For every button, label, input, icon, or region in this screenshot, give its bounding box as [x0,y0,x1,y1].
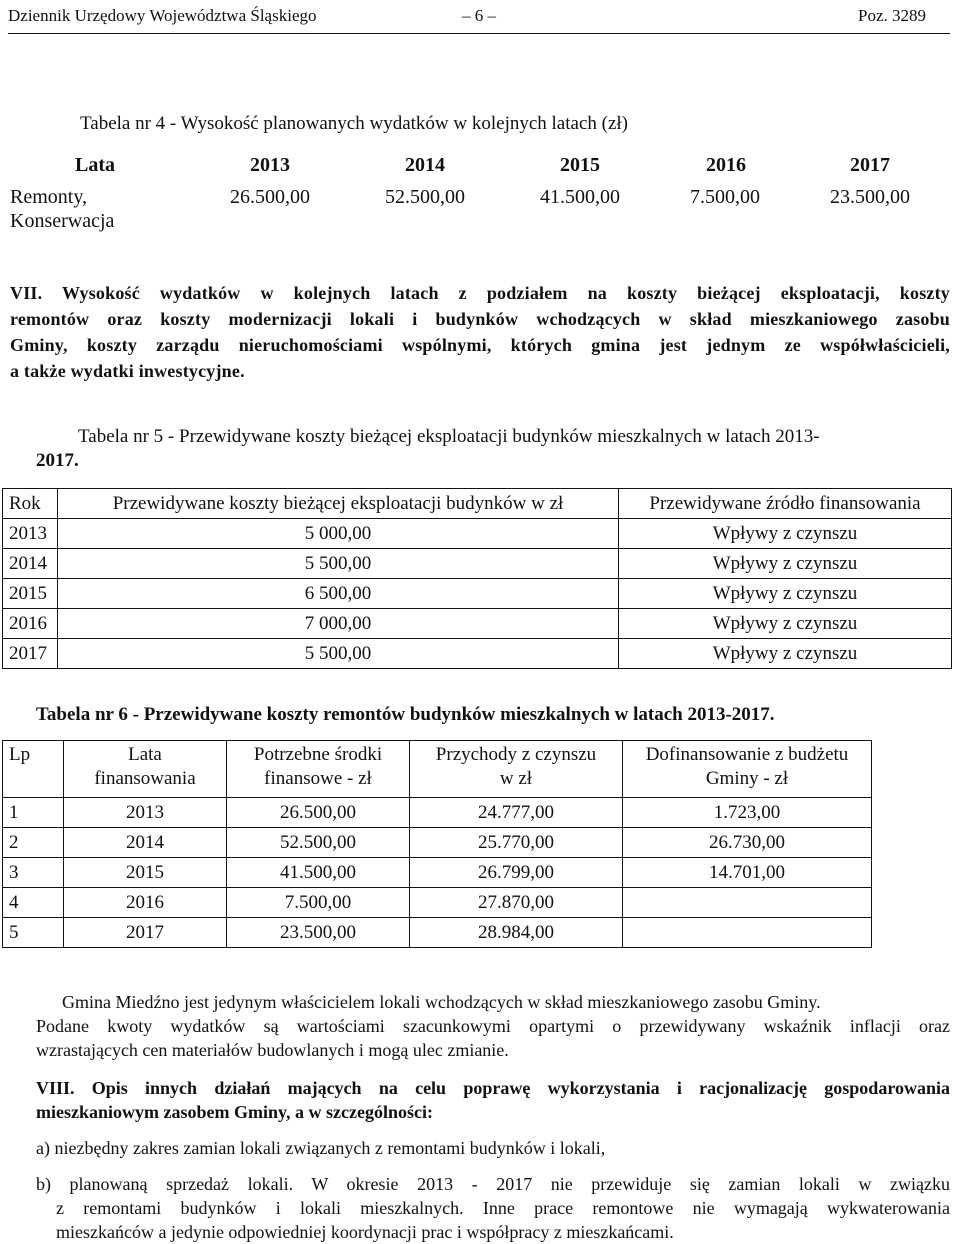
note-line: wzrastających cen materiałów budowlanych i mogą ulec zmianie. [36,1040,509,1060]
table5-caption: Tabela nr 5 - Przewidywane koszty bieżącej eksploatacji budynków mieszkalnych w latach 2013- [78,426,820,447]
cell-cost: 5 000,00 [58,519,619,549]
cell-source: Wpływy z czynszu [619,609,952,639]
column-header [623,741,872,798]
table4-value: 23.500,00 [830,186,910,208]
column-header: Przewidywane źródło finansowania [619,489,952,519]
cell-cost: 7 000,00 [58,609,619,639]
column-header [410,741,623,798]
table4-value: 52.500,00 [385,186,465,208]
list-item-b: z remontami budynków i lokali mieszkalnych. Inne prace remontowe nie wymagają wykwaterowania [56,1198,950,1218]
table4-row-label: Remonty, [10,186,88,208]
column-header-line: w zł [499,768,533,789]
note-line: Podane kwoty wydatków są wartościami szacunkowymi opartymi o przewidywany wskaźnik inflacji oraz [36,1016,950,1036]
cell-cost: 5 500,00 [58,639,619,669]
header-divider [8,33,950,34]
section7-line: VII. Wysokość wydatków w kolejnych latach z podziałem na koszty bieżącej eksploatacji, koszty [10,283,950,303]
cell-rent: 27.870,00 [410,888,623,918]
table4-value: 41.500,00 [540,186,620,208]
cell-cost: 5 500,00 [58,549,619,579]
table4-year: 2014 [405,154,445,176]
table-row [3,918,872,948]
table5-caption-end: 2017. [36,450,79,471]
table6 [2,740,872,948]
cell-subsidy: 14.701,00 [623,858,872,888]
cell-year: 2014 [64,828,227,858]
cell-lp: 1 [3,798,64,828]
column-header-line: Lata [128,744,162,765]
cell-subsidy: 1.723,00 [623,798,872,828]
column-header-line: finansowania [94,768,196,789]
cell-rent: 26.799,00 [410,858,623,888]
column-header-line: Lp [9,744,31,765]
cell-year: 2014 [3,549,58,579]
cell-year: 2015 [3,579,58,609]
list-item-b: b) planowaną sprzedaż lokali. W okresie 2013 - 2017 nie przewiduje się zamian lokali w związku [36,1174,950,1194]
cell-lp: 5 [3,918,64,948]
section7-line: Gminy, koszty zarządu nieruchomościami wspólnymi, których gmina jest jednym ze współwłaścicieli, [10,335,950,355]
note-line: Gmina Miedźno jest jedynym właścicielem lokali wchodzących w skład mieszkaniowego zasobu Gminy. [62,992,821,1012]
column-header [3,741,64,798]
cell-year: 2017 [64,918,227,948]
list-item-b: mieszkańców a jedynie odpowiedniej koordynacji prac i współpracy z mieszkańcami. [56,1222,674,1242]
column-header-line: Przychody z czynszu [435,744,597,765]
cell-source: Wpływy z czynszu [619,549,952,579]
table4-value: 26.500,00 [230,186,310,208]
section8-heading: VIII. Opis innych działań mających na celu poprawę wykorzystania i racjonalizację gospodarowania [36,1078,950,1098]
cell-lp: 3 [3,858,64,888]
section7-line: remontów oraz koszty modernizacji lokali i budynków wchodzących w skład mieszkaniowego zasobu [10,309,950,329]
cell-needs: 52.500,00 [227,828,410,858]
table4-header-label: Lata [75,154,115,176]
section7-line: a także wydatki inwestycyjne. [10,361,245,381]
column-header-line: Potrzebne środki [253,744,383,765]
table-row [3,888,872,918]
table-row [3,579,952,609]
column-header [227,741,410,798]
cell-rent: 24.777,00 [410,798,623,828]
section8-heading: mieszkaniowym zasobem Gminy, a w szczególności: [36,1102,433,1122]
table4-year: 2013 [250,154,290,176]
cell-lp: 2 [3,828,64,858]
cell-rent: 28.984,00 [410,918,623,948]
cell-needs: 41.500,00 [227,858,410,888]
column-header-line: finansowe - zł [264,768,372,789]
column-header: Przewidywane koszty bieżącej eksploatacji budynków w zł [58,489,619,519]
cell-cost: 6 500,00 [58,579,619,609]
table-row [3,549,952,579]
cell-lp: 4 [3,888,64,918]
table4-value: 7.500,00 [690,186,760,208]
table4-year: 2016 [706,154,746,176]
table4-year: 2017 [850,154,890,176]
journal-title: Dziennik Urzędowy Województwa Śląskiego [8,6,317,25]
cell-source: Wpływy z czynszu [619,519,952,549]
column-header-line: Gminy - zł [705,768,789,789]
column-header-line: Dofinansowanie z budżetu [645,744,849,765]
table4-row-label: Konserwacja [10,210,115,232]
table4-caption: Tabela nr 4 - Wysokość planowanych wydatków w kolejnych latach (zł) [80,113,629,134]
cell-year: 2017 [3,639,58,669]
table-row [3,609,952,639]
cell-subsidy [623,918,872,948]
list-item-a: a) niezbędny zakres zamian lokali związanych z remontami budynków i lokali, [36,1138,606,1158]
cell-year: 2013 [3,519,58,549]
table-row [3,519,952,549]
cell-year: 2016 [3,609,58,639]
cell-rent: 25.770,00 [410,828,623,858]
table-row [3,798,872,828]
table-header-row [3,741,872,798]
cell-subsidy: 26.730,00 [623,828,872,858]
page-number: – 6 – [462,6,496,25]
table-header-row [3,489,952,519]
table-row [3,858,872,888]
table-row [3,639,952,669]
column-header: Rok [3,489,58,519]
cell-needs: 26.500,00 [227,798,410,828]
cell-year: 2016 [64,888,227,918]
table6-caption: Tabela nr 6 - Przewidywane koszty remontów budynków mieszkalnych w latach 2013-2017. [36,704,775,725]
cell-year: 2013 [64,798,227,828]
cell-subsidy [623,888,872,918]
cell-needs: 23.500,00 [227,918,410,948]
column-header [64,741,227,798]
position-number: Poz. 3289 [858,6,926,25]
cell-source: Wpływy z czynszu [619,639,952,669]
table5 [2,488,952,669]
table4-year: 2015 [560,154,600,176]
cell-needs: 7.500,00 [227,888,410,918]
cell-source: Wpływy z czynszu [619,579,952,609]
cell-year: 2015 [64,858,227,888]
table-row [3,828,872,858]
